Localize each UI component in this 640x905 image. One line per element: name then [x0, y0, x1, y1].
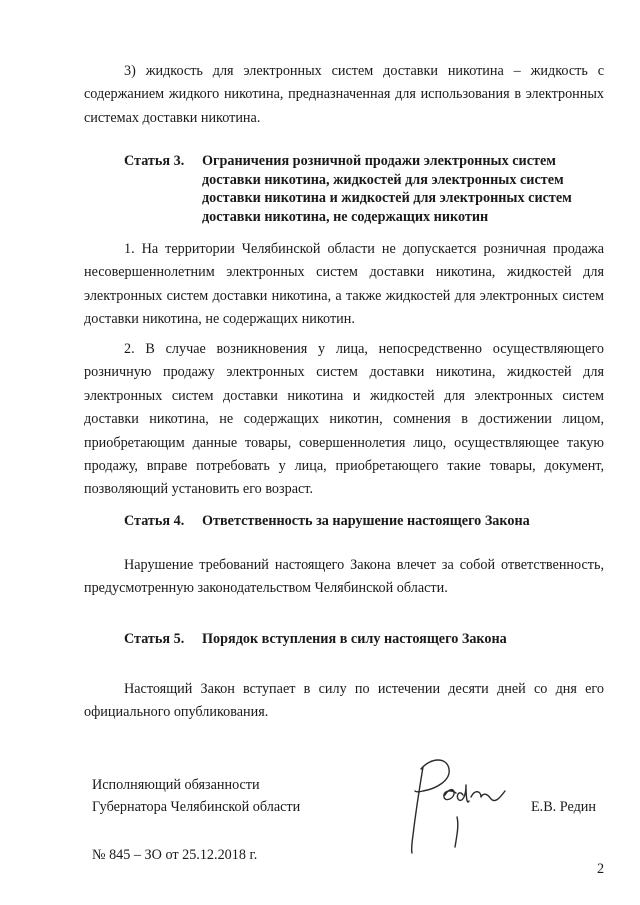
article-3-heading	[124, 152, 574, 226]
article-4-heading	[124, 512, 574, 531]
article-5-paragraph: Настоящий Закон вступает в силу по истечении десяти дней со дня его официального опубликования.	[84, 681, 604, 721]
signatory-name: Е.В. Редин	[531, 799, 596, 815]
article-3-label: Статья 3.	[124, 153, 185, 169]
article-3-paragraph-1: 1. На территории Челябинской области не допускается розничная продажа несовершеннолетним электронных систем доставки никотина, жидкостей для электронных систем доставки никотина, а также жидкостей для электронных систем доставки никотина, не содержащих никотин.	[84, 241, 604, 328]
signatory-position	[92, 774, 300, 818]
page-number: 2	[597, 861, 605, 877]
signatory-position-line-2: Губернатора Челябинской области	[92, 799, 301, 815]
handwritten-signature	[395, 755, 515, 860]
article-3-paragraph-2: 2. В случае возникновения у лица, непосредственно осуществляющего розничную продажу электронных систем доставки никотина, жидкостей для электронных систем доставки никотина и жидкостей для электронных систем доставки никотина, не содержащих никотин, сомнения в достижении лицом, приобретающим данные товары, совершеннолетия лицо, осуществляющее такую продажу, вправе потребовать у лица, приобретающего такие товары, документ, позволяющий установить его возраст.	[84, 341, 604, 498]
article-5-label: Статья 5.	[124, 631, 185, 647]
article-4-title: Ответственность за нарушение настоящего Закона	[202, 513, 530, 529]
signatory-position-line-1: Исполняющий обязанности	[92, 777, 260, 793]
article-4-label: Статья 4.	[124, 513, 185, 529]
article-5-heading	[124, 630, 574, 649]
article-4-paragraph: Нарушение требований настоящего Закона влечет за собой ответственность, предусмотренную законодательством Челябинской области.	[84, 557, 604, 597]
article-5-title: Порядок вступления в силу настоящего Закона	[202, 631, 507, 647]
definition-paragraph-3: 3) жидкость для электронных систем доставки никотина – жидкость с содержанием жидкого никотина, предназначенная для использования в электронных системах доставки никотина.	[84, 63, 604, 126]
article-3-title: Ограничения розничной продажи электронных систем доставки никотина, жидкостей для электронных систем доставки никотина и жидкостей для электронных систем доставки никотина, не содержащих никотин	[202, 153, 572, 225]
law-number-date: № 845 – ЗО от 25.12.2018 г.	[92, 847, 258, 863]
